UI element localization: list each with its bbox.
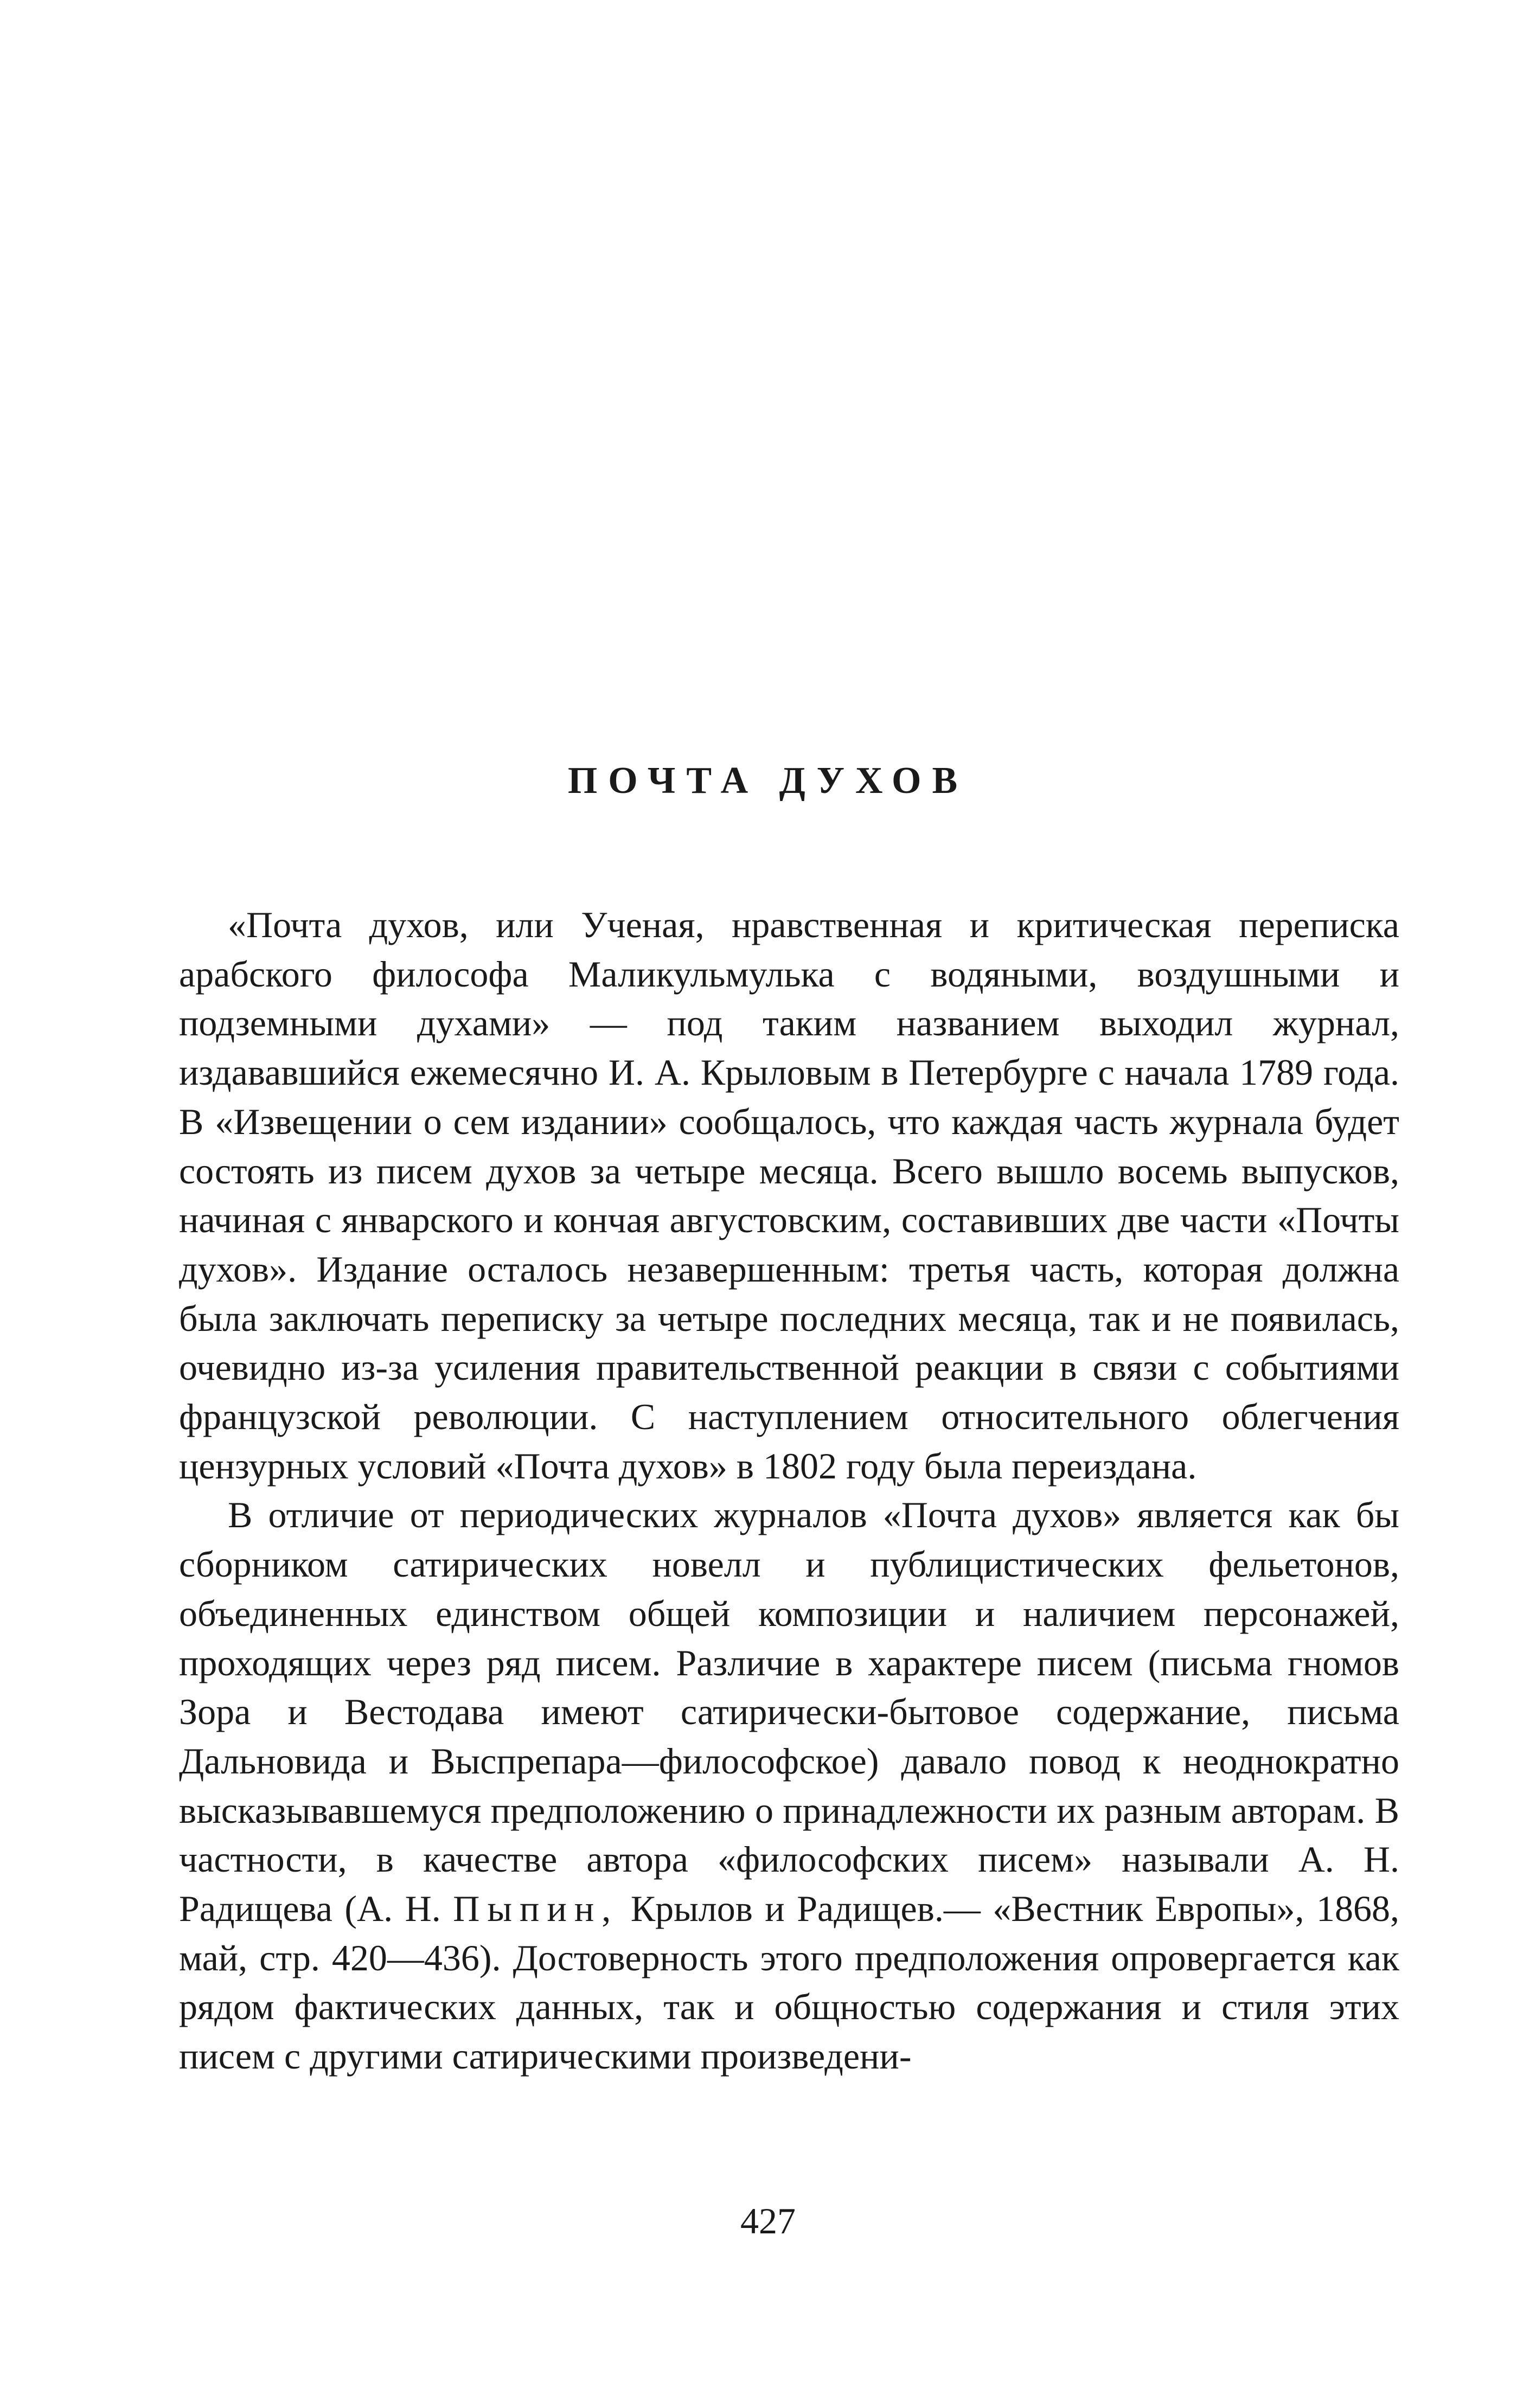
page-number: 427	[740, 2200, 796, 2242]
paragraph-2-part-2: Крылов и Радищев.— «Вестник Европы», 1868, май, стр. 420—436). Достоверность этого предположения опровергается как рядом фактических данных, так и общностью содержания и стиля этих писем с другими сатирическими произведени-	[179, 1888, 1399, 2077]
spaced-author-name: Пыпин,	[453, 1888, 619, 1930]
paragraph-2	[179, 1490, 1399, 2080]
paragraph-1: «Почта духов, или Ученая, нравственная и критическая переписка арабского философа Маликульмулька с водяными, воздушными и подземными духами» — под таким названием выходил журнал, издававшийся ежемесячно И. А. Крыловым в Петербурге с начала 1789 года. В «Извещении о сем издании» сообщалось, что каждая часть журнала будет состоять из писем духов за четыре месяца. Всего вышло восемь выпусков, начиная с январского и кончая августовским, составивших две части «Почты духов». Издание осталось незавершенным: третья часть, которая должна была заключать переписку за четыре последних месяца, так и не появилась, очевидно из-за усиления правительственной реакции в связи с событиями французской революции. С наступлением относительного облегчения цензурных условий «Почта духов» в 1802 году была переиздана.	[179, 904, 1399, 1487]
body-text	[179, 900, 1399, 2081]
paragraph-2-part-1: В отличие от периодических журналов «Почта духов» является как бы сборником сатирических новелл и публицистических фельетонов, объединенных единством общей композиции и наличием персонажей, проходящих через ряд писем. Различие в характере писем (письма гномов Зора и Вестодава имеют сатирически-бытовое содержание, письма Дальновида и Выспрепара—философское) давало повод к неоднократно высказывавшемуся предположению о принадлежности их разным авторам. В частности, в качестве автора «философских писем» называли А. Н. Радищева (А. Н.	[179, 1494, 1399, 1930]
chapter-title: ПОЧТА ДУХОВ	[567, 760, 969, 802]
